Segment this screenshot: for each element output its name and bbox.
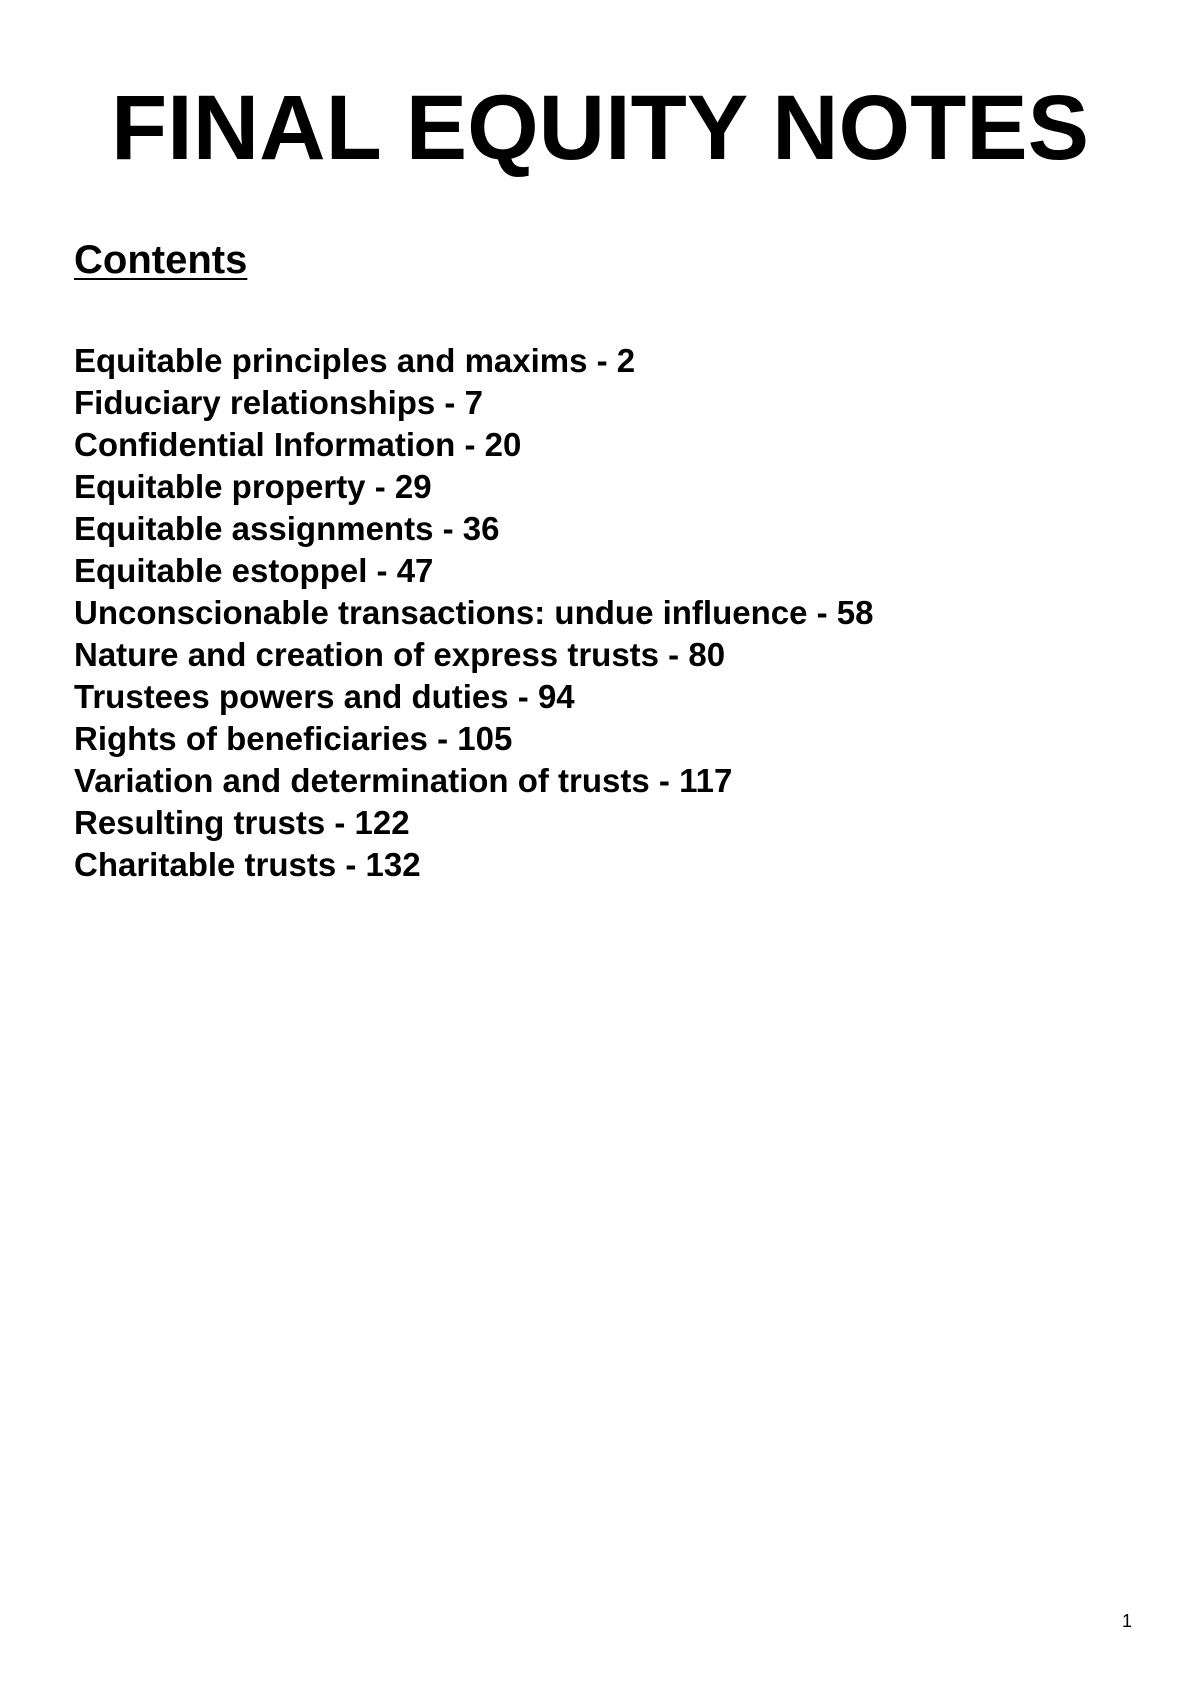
page-number: 1	[1121, 1611, 1132, 1631]
toc-entry: Equitable assignments - 36	[74, 510, 500, 547]
toc-entry: Variation and determination of trusts - 117	[74, 762, 733, 799]
toc-entry: Equitable estoppel - 47	[74, 552, 434, 589]
toc-entry: Resulting trusts - 122	[74, 804, 410, 841]
toc-entry: Rights of beneficiaries - 105	[74, 720, 513, 757]
toc-entry: Confidential Information - 20	[74, 426, 522, 463]
toc-entry: Charitable trusts - 132	[74, 846, 421, 883]
contents-heading: Contents	[74, 238, 248, 282]
toc-entry: Nature and creation of express trusts - 80	[74, 636, 726, 673]
toc-entry: Equitable principles and maxims - 2	[74, 342, 636, 379]
toc-entry: Equitable property - 29	[74, 468, 432, 505]
toc-entry: Trustees powers and duties - 94	[74, 678, 575, 715]
toc-entry: Fiduciary relationships - 7	[74, 384, 483, 421]
table-of-contents	[74, 340, 873, 886]
toc-entry: Unconscionable transactions: undue influence - 58	[74, 594, 874, 631]
page-title: FINAL EQUITY NOTES	[110, 77, 1090, 179]
